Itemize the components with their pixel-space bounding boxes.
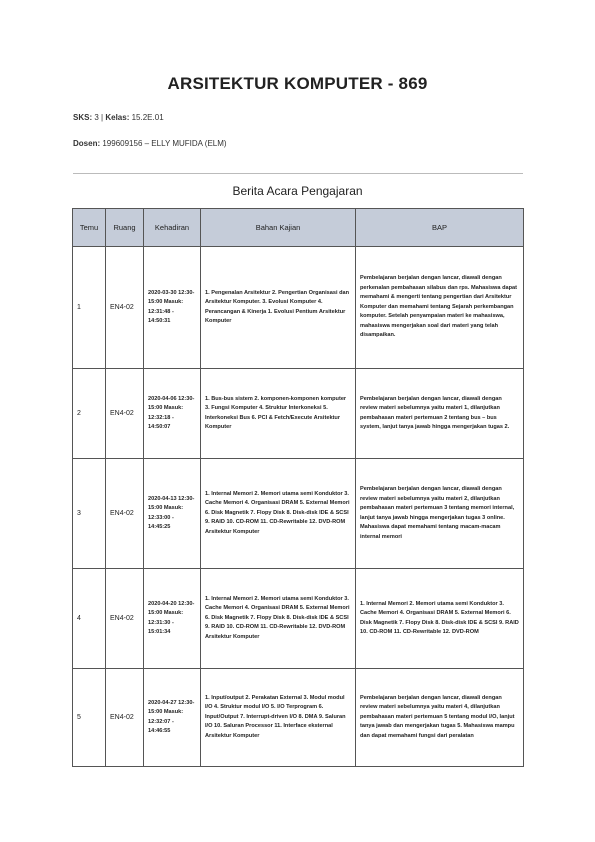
table-row bbox=[73, 247, 524, 369]
table-row bbox=[73, 669, 524, 767]
header-kehadiran: Kehadiran bbox=[144, 209, 201, 247]
cell-kehadiran: 2020-03-30 12:30-15:00 Masuk: 12:31:48 - 14:50:31 bbox=[144, 247, 201, 369]
kelas-value: 15.2E.01 bbox=[131, 113, 164, 122]
table-row bbox=[73, 369, 524, 459]
sks-label: SKS: bbox=[73, 113, 93, 122]
cell-ruang: EN4-02 bbox=[106, 569, 144, 669]
cell-kehadiran: 2020-04-20 12:30-15:00 Masuk: 12:31:30 - 15:01:34 bbox=[144, 569, 201, 669]
cell-bap: Pembelajaran berjalan dengan lancar, diawali dengan review materi sebelumnya yaitu materi 1, dilanjutkan pembahasan materi pertemuan 2 tentang bus – bus system, lanjut tanya jawab hingga mengerjakan tugas 2. bbox=[356, 369, 524, 459]
cell-bahan-kajian: 1. Bus-bus sistem 2. komponen-komponen komputer 3. Fungsi Komputer 4. Struktur Interkoneksi 5. Interkoneksi Bus 6. PCI & Fetch/Execute Arsitektur Komputer bbox=[201, 369, 356, 459]
dosen-value: 199609156 – ELLY MUFIDA (ELM) bbox=[102, 139, 227, 148]
kelas-label: Kelas: bbox=[105, 113, 130, 122]
sks-kelas-line bbox=[73, 113, 164, 122]
cell-temu: 5 bbox=[73, 669, 106, 767]
cell-bap: Pembelajaran berjalan dengan lancar, diawali dengan review materi sebelumnya yaitu materi 2, dilanjutkan pembahasan materi pertemuan 3 tentang memori internal, lanjut tanya jawab hingga mengerjakan tugas 3 online. Mahasiswa dapat memahami tentang macam-macam internal memori bbox=[356, 459, 524, 569]
cell-temu: 4 bbox=[73, 569, 106, 669]
table-row bbox=[73, 569, 524, 669]
cell-bahan-kajian: 1. Pengenalan Arsitektur 2. Pengertian Organisasi dan Arsitektur Komputer. 3. Evolusi Komputer 4. Perancangan & Kinerja 1. Evolusi Pentium Arsitektur Komputer bbox=[201, 247, 356, 369]
teaching-report-table bbox=[72, 208, 524, 767]
dosen-line bbox=[73, 139, 227, 148]
table-row bbox=[73, 459, 524, 569]
cell-temu: 2 bbox=[73, 369, 106, 459]
cell-ruang: EN4-02 bbox=[106, 247, 144, 369]
cell-bap: Pembelajaran berjalan dengan lancar, diawali dengan review materi sebelumnya yaitu materi 4, dilanjutkan pembahasan materi pertemuan 5 tentang modul I/O, lanjut tanya jawab dan mengerjakan tugas 5. Mahasiswa mampu dan dapat memahami fungsi dari peralatan bbox=[356, 669, 524, 767]
cell-temu: 1 bbox=[73, 247, 106, 369]
cell-kehadiran: 2020-04-27 12:30-15:00 Masuk: 12:32:07 - 14:46:55 bbox=[144, 669, 201, 767]
document-title: ARSITEKTUR KOMPUTER - 869 bbox=[167, 74, 428, 93]
cell-bap: 1. Internal Memori 2. Memori utama semi Konduktor 3. Cache Memori 4. Organisasi DRAM 5. External Memori 6. Disk Magnetik 7. Flopy Disk 8. Disk-disk IDE & SCSI 9. RAID 10. CD-ROM 11. CD-Rewritable 12. DVD-ROM bbox=[356, 569, 524, 669]
cell-ruang: EN4-02 bbox=[106, 369, 144, 459]
table-header-row bbox=[73, 209, 524, 247]
separator: | bbox=[101, 113, 104, 122]
cell-bahan-kajian: 1. Internal Memori 2. Memori utama semi Konduktor 3. Cache Memori 4. Organisasi DRAM 5. External Memori 6. Disk Magnetik 7. Flopy Disk 8. Disk-disk IDE & SCSI 9. RAID 10. CD-ROM 11. CD-Rewritable 12. DVD-ROM Arsitektur Komputer bbox=[201, 569, 356, 669]
header-bahan-kajian: Bahan Kajian bbox=[201, 209, 356, 247]
cell-kehadiran: 2020-04-06 12:30-15:00 Masuk: 12:32:18 - 14:50:07 bbox=[144, 369, 201, 459]
cell-bahan-kajian: 1. Internal Memori 2. Memori utama semi Konduktor 3. Cache Memori 4. Organisasi DRAM 5. External Memori 6. Disk Magnetik 7. Flopy Disk 8. Disk-disk IDE & SCSI 9. RAID 10. CD-ROM 11. CD-Rewritable 12. DVD-ROM Arsitektur Komputer bbox=[201, 459, 356, 569]
header-ruang: Ruang bbox=[106, 209, 144, 247]
cell-ruang: EN4-02 bbox=[106, 669, 144, 767]
header-temu: Temu bbox=[73, 209, 106, 247]
header-bap: BAP bbox=[356, 209, 524, 247]
sks-value: 3 bbox=[94, 113, 99, 122]
cell-ruang: EN4-02 bbox=[106, 459, 144, 569]
cell-bap: Pembelajaran berjalan dengan lancar, diawali dengan perkenalan pembahasan silabus dan rps. Mahasiswa dapat memahami & mengerti tentang pengertian dari Arsitektur Komputer dan memahami tentang Sejarah perkembangan komputer. Setelah penyampaian materi ke mahasiswa, mahasiswa mengerjakan soal dari materi yang telah disampaikan. bbox=[356, 247, 524, 369]
cell-temu: 3 bbox=[73, 459, 106, 569]
cell-kehadiran: 2020-04-13 12:30-15:00 Masuk: 12:33:00 - 14:45:25 bbox=[144, 459, 201, 569]
divider bbox=[73, 173, 523, 174]
section-title: Berita Acara Pengajaran bbox=[232, 184, 363, 198]
dosen-label: Dosen: bbox=[73, 139, 101, 148]
cell-bahan-kajian: 1. Input/output 2. Perakatan External 3. Modul modul I/O 4. Struktur modul I/O 5. I/O Terprogram 6. Input/Output 7. Interrupt-driven I/O 8. DMA 9. Saluran I/O 10. Saluran Processor 11. Interface eksternal Arsitektur Komputer bbox=[201, 669, 356, 767]
